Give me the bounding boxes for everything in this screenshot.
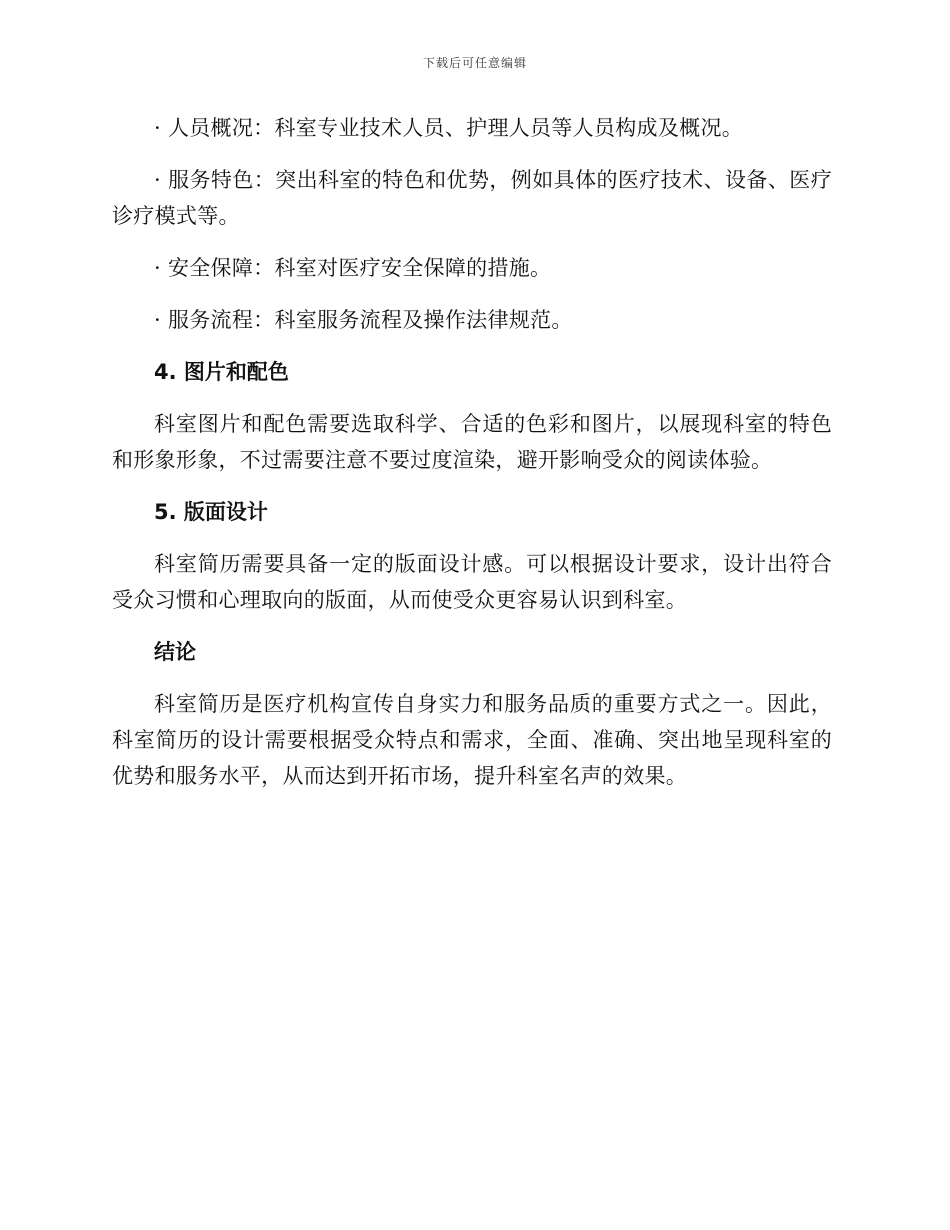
bullet-service-features: · 服务特色：突出科室的特色和优势，例如具体的医疗技术、设备、医疗诊疗模式等。 xyxy=(112,168,832,228)
document-body xyxy=(112,110,832,810)
paragraph-images-colors: 科室图片和配色需要选取科学、合适的色彩和图片，以展现科室的特色和形象形象，不过需要注意不要过度渲染，避开影响受众的阅读体验。 xyxy=(112,412,832,472)
bullet-staff-overview: · 人员概况：科室专业技术人员、护理人员等人员构成及概况。 xyxy=(154,116,744,140)
header-note: 下载后可任意编辑 xyxy=(422,56,527,70)
section-heading-images-colors: 4. 图片和配色 xyxy=(154,360,289,384)
bullet-service-process: · 服务流程：科室服务流程及操作法律规范。 xyxy=(154,308,573,332)
section-heading-layout-design: 5. 版面设计 xyxy=(154,500,268,524)
paragraph-layout-design: 科室简历需要具备一定的版面设计感。可以根据设计要求，设计出符合受众习惯和心理取向的版面，从而使受众更容易认识到科室。 xyxy=(112,552,832,612)
section-heading-conclusion: 结论 xyxy=(154,640,196,664)
bullet-safety-assurance: · 安全保障：科室对医疗安全保障的措施。 xyxy=(154,256,552,280)
paragraph-conclusion: 科室简历是医疗机构宣传自身实力和服务品质的重要方式之一。因此，科室简历的设计需要根据受众特点和需求，全面、准确、突出地呈现科室的优势和服务水平，从而达到开拓市场，提升科室名声的效果。 xyxy=(112,692,832,788)
